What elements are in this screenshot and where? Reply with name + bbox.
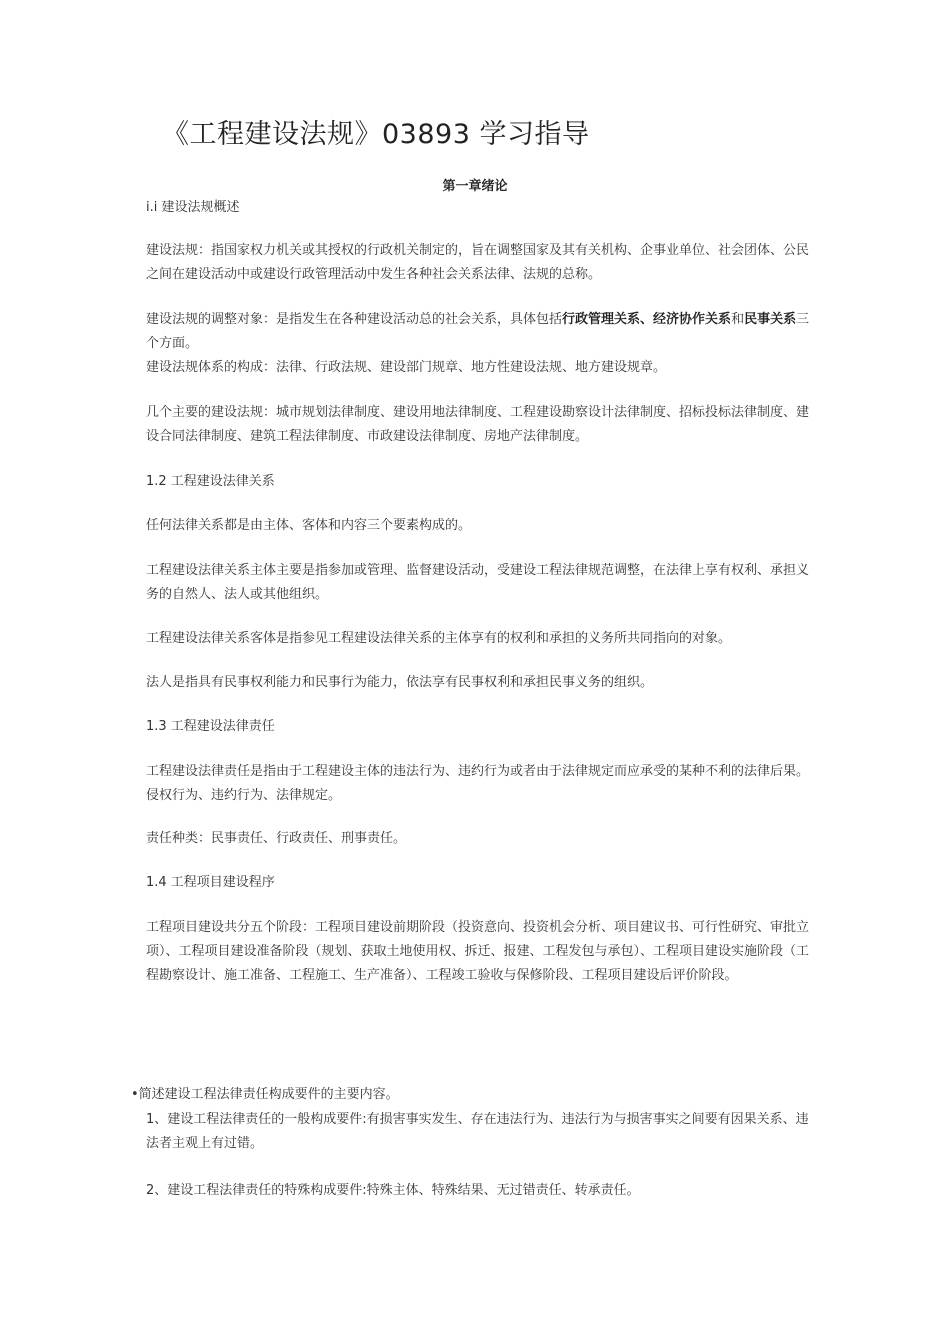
text-span: 三个方面。 bbox=[146, 312, 810, 351]
answer-general-elements: 1、建设工程法律责任的一般构成要件:有损害事实发生、存在违法行为、违法行为与损害事实之间要有因果关系、违法者主观上有过错。 bbox=[146, 1112, 809, 1151]
paragraph-elements: 任何法律关系都是由主体、客体和内容三个要素构成的。 bbox=[146, 518, 472, 533]
bold-term-civil: 民事关系 bbox=[744, 312, 797, 327]
paragraph-legal-person: 法人是指具有民事权利能力和民事行为能力，依法享有民事权利和承担民事义务的组织。 bbox=[146, 675, 654, 690]
bold-separator: 、 bbox=[640, 312, 654, 327]
text-span: 和 bbox=[731, 312, 745, 327]
paragraph-subject: 工程建设法律关系主体主要是指参加或管理、监督建设活动，受建设工程法律规范调整，在法律上享有权利、承担义务的自然人、法人或其他组织。 bbox=[146, 563, 810, 602]
section-heading-1-2: 1.2 工程建设法律关系 bbox=[146, 474, 275, 489]
text-span: 建设法规的调整对象：是指发生在各种建设活动总的社会关系，具体包括 bbox=[146, 312, 563, 327]
paragraph-liability: 工程建设法律责任是指由于工程建设主体的违法行为、违约行为或者由于法律规定而应承受的某种不利的法律后果。侵权行为、违约行为、法律规定。 bbox=[146, 764, 810, 803]
paragraph-system: 建设法规体系的构成：法律、行政法规、建设部门规章、地方性建设法规、地方建设规章。 bbox=[146, 360, 667, 375]
question-title: •简述建设工程法律责任构成要件的主要内容。 bbox=[131, 1087, 399, 1102]
answer-special-elements: 2、建设工程法律责任的特殊构成要件:特殊主体、特殊结果、无过错责任、转承责任。 bbox=[146, 1183, 640, 1198]
section-heading-1-3: 1.3 工程建设法律责任 bbox=[146, 719, 275, 734]
paragraph-main-regulations: 几个主要的建设法规：城市规划法律制度、建设用地法律制度、工程建设勘察设计法律制度、招标投标法律制度、建设合同法律制度、建筑工程法律制度、市政建设法律制度、房地产法律制度。 bbox=[146, 405, 810, 444]
paragraph-definition: 建设法规：指国家权力机关或其授权的行政机关制定的，旨在调整国家及其有关机构、企事业单位、社会团体、公民之间在建设活动中或建设行政管理活动中发生各种社会关系法律、法规的总称。 bbox=[146, 243, 810, 282]
chapter-heading: 第一章绪论 bbox=[442, 179, 508, 194]
section-heading-1-4: 1.4 工程项目建设程序 bbox=[146, 875, 275, 890]
paragraph-object: 工程建设法律关系客体是指参见工程建设法律关系的主体享有的权利和承担的义务所共同指向的对象。 bbox=[146, 631, 732, 646]
paragraph-stages: 工程项目建设共分五个阶段：工程项目建设前期阶段（投资意向、投资机会分析、项目建议书、可行性研究、审批立项）、工程项目建设准备阶段（规划、获取土地使用权、拆迁、报建、工程发包与承包）、工程项目建设实施阶段（工程勘察设计、施工准备、工程施工、生产准备）、工程竣工验收与保修阶段、工程项目建设后评价阶段。 bbox=[146, 920, 810, 983]
bold-term-administrative: 行政管理关系 bbox=[562, 312, 641, 327]
paragraph-liability-types: 责任种类：民事责任、行政责任、刑事责任。 bbox=[146, 831, 407, 846]
paragraph-adjustment-object bbox=[146, 308, 816, 356]
document-title: 《工程建设法规》03893 学习指导 bbox=[162, 119, 590, 150]
section-heading-1-1: i.i 建设法规概述 bbox=[146, 200, 240, 215]
bold-term-economic: 经济协作关系 bbox=[653, 312, 732, 327]
